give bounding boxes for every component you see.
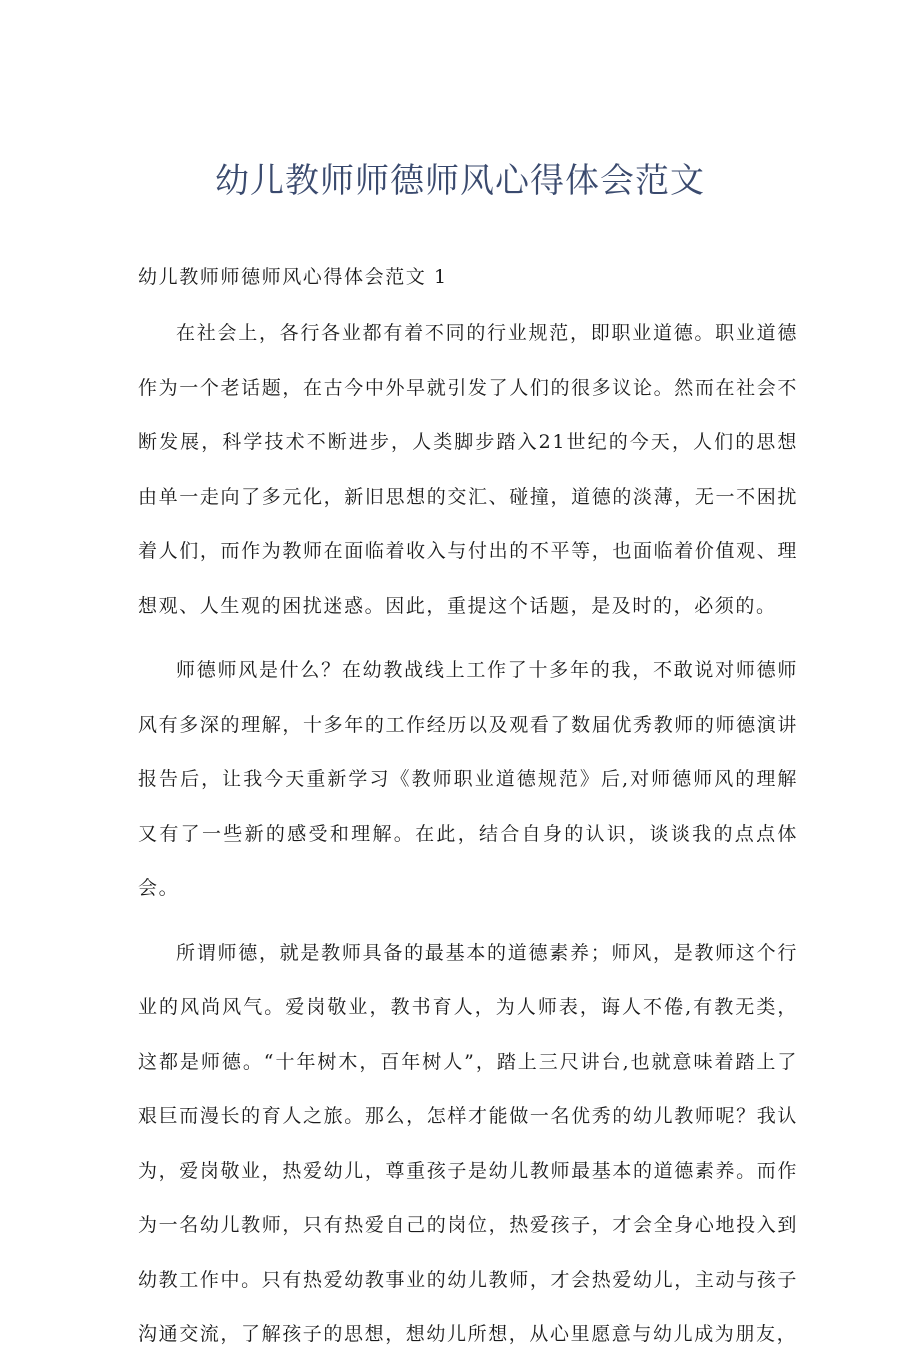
document-title: 幼儿教师师德师风心得体会范文 xyxy=(215,161,705,201)
paragraph-1: 在社会上，各行各业都有着不同的行业规范，即职业道德。职业道德作为一个老话题，在古今中外早就引发了人们的很多议论。然而在社会不断发展，科学技术不断进步，人类脚步踏入21世纪的今天，人们的思想由单一走向了多元化，新旧思想的交汇、碰撞，道德的淡薄，无一不困扰着人们，而作为教师在面临着收入与付出的不平等，也面临着价值观、理想观、人生观的困扰迷惑。因此，重提这个话题，是及时的，必须的。 xyxy=(138,322,798,617)
section-heading: 幼儿教师师德师风心得体会范文 1 xyxy=(138,266,448,288)
paragraph-2: 师德师风是什么？在幼教战线上工作了十多年的我，不敢说对师德师风有多深的理解，十多年的工作经历以及观看了数届优秀教师的师德演讲报告后，让我今天重新学习《教师职业道德规范》后,对师德师风的理解又有了一些新的感受和理解。在此，结合自身的认识，谈谈我的点点体会。 xyxy=(138,659,798,899)
paragraph-3: 所谓师德，就是教师具备的最基本的道德素养；师风，是教师这个行业的风尚风气。爱岗敬业，教书育人，为人师表，诲人不倦,有教无类，这都是师德。“十年树木，百年树人”，踏上三尺讲台,也就意味着踏上了艰巨而漫长的育人之旅。那么，怎样才能做一名优秀的幼儿教师呢？我认为，爱岗敬业，热爱幼儿，尊重孩子是幼儿教师最基本的道德素养。而作为一名幼儿教师，只有热爱自己的岗位，热爱孩子，才会全身心地投入到幼教工作中。只有热爱幼教事业的幼儿教师，才会热爱幼儿，主动与孩子沟通交流，了解孩子的思想，想幼儿所想，从心里愿意与幼儿成为朋友， xyxy=(138,941,798,1345)
document-body xyxy=(138,258,798,1362)
